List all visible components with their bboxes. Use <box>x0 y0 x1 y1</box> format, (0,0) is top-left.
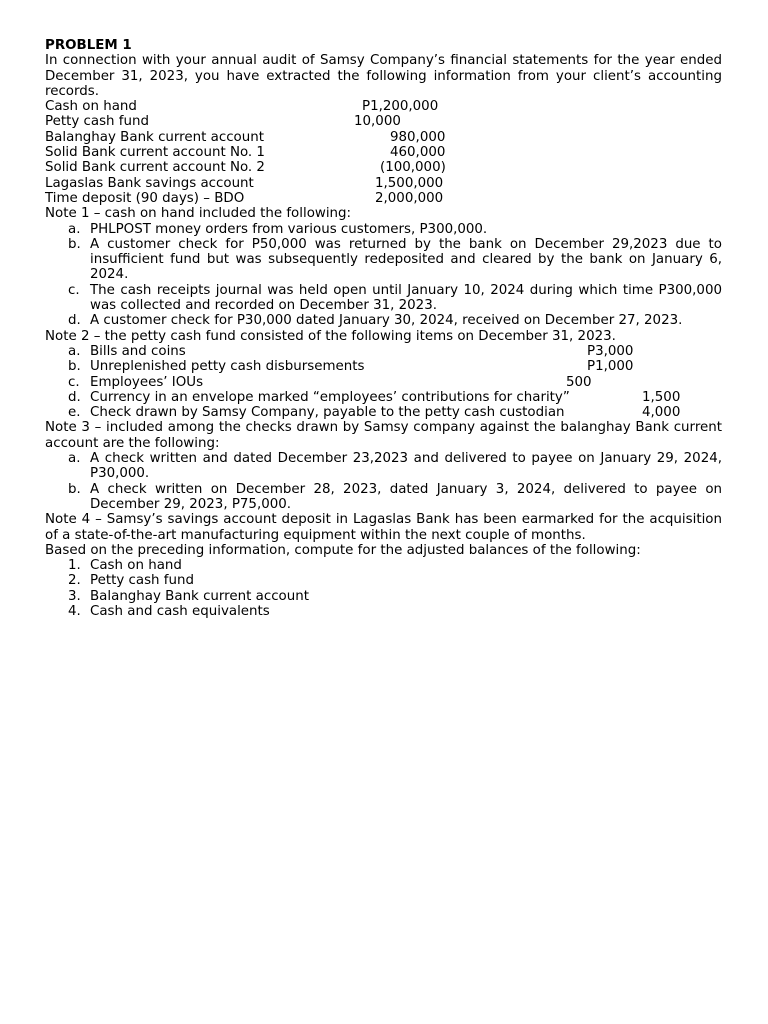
item-amount: 1,500 <box>642 389 681 405</box>
list-item <box>45 283 722 314</box>
balance-amount: 1,500,000 <box>375 175 444 191</box>
item-marker: c. <box>68 282 80 298</box>
item-text: A check written on December 28, 2023, dated January 3, 2024, delivered to payee on December 29, 2023, P75,000. <box>90 481 722 512</box>
item-marker: d. <box>68 313 81 329</box>
item-amount: P3,000 <box>587 343 634 359</box>
item-marker: d. <box>68 389 81 405</box>
balance-amount: 10,000 <box>354 114 401 130</box>
item-amount: 500 <box>566 374 592 390</box>
item-marker: 3. <box>68 588 81 604</box>
item-marker: b. <box>68 481 81 497</box>
list-item <box>45 451 722 482</box>
note-2-list <box>45 344 722 420</box>
item-text: Cash and cash equivalents <box>90 603 270 619</box>
note-3-list <box>45 451 722 512</box>
balance-amount: 2,000,000 <box>375 190 444 206</box>
list-item <box>45 375 722 390</box>
list-item <box>45 589 722 604</box>
list-item <box>45 222 722 237</box>
note-3-heading: Note 3 – included among the checks drawn by Samsy company against the balanghay Bank current account are the following: <box>45 420 722 451</box>
balance-row <box>45 99 722 114</box>
list-item <box>45 344 722 359</box>
list-item <box>45 237 722 283</box>
balance-row <box>45 145 722 160</box>
item-marker: c. <box>68 374 80 390</box>
balance-row <box>45 191 722 206</box>
note-1-list <box>45 222 722 329</box>
item-marker: e. <box>68 405 81 421</box>
item-marker: a. <box>68 451 81 467</box>
item-amount: P1,000 <box>587 359 634 375</box>
list-item <box>45 359 722 374</box>
balances-list <box>45 99 722 206</box>
item-text: A customer check for P30,000 dated January 30, 2024, received on December 27, 2023. <box>90 313 683 329</box>
item-text: Petty cash fund <box>90 573 194 589</box>
balance-label: Solid Bank current account No. 2 <box>45 160 265 176</box>
item-text: Cash on hand <box>90 558 182 574</box>
item-text: Bills and coins <box>90 343 186 359</box>
balance-label: Cash on hand <box>45 99 137 115</box>
balance-amount: (100,000) <box>380 160 446 176</box>
balance-label: Balanghay Bank current account <box>45 129 264 145</box>
item-marker: a. <box>68 343 81 359</box>
item-marker: 4. <box>68 603 81 619</box>
list-item <box>45 313 722 328</box>
note-4-paragraph: Note 4 – Samsy’s savings account deposit in Lagaslas Bank has been earmarked for the acquisition of a state-of-the-art manufacturing equipment within the next couple of months. <box>45 512 722 543</box>
item-text: Unreplenished petty cash disbursements <box>90 359 365 375</box>
item-amount: 4,000 <box>642 405 681 421</box>
balance-amount: P1,200,000 <box>362 99 439 115</box>
note-2-heading: Note 2 – the petty cash fund consisted of the following items on December 31, 2023. <box>45 328 616 344</box>
balance-row <box>45 176 722 191</box>
item-text: A check written and dated December 23,2023 and delivered to payee on January 29, 2024, P30,000. <box>90 451 722 482</box>
note-1-heading: Note 1 – cash on hand included the following: <box>45 206 352 222</box>
item-text: Check drawn by Samsy Company, payable to the petty cash custodian <box>90 405 565 421</box>
item-text: Currency in an envelope marked “employees’ contributions for charity” <box>90 389 570 405</box>
item-text: The cash receipts journal was held open until January 10, 2024 during which time P300,000 was collected and recorded on December 31, 2023. <box>90 282 722 314</box>
list-item <box>45 390 722 405</box>
problem-title: PROBLEM 1 <box>45 38 132 53</box>
problem-content <box>45 38 722 619</box>
item-marker: a. <box>68 221 81 237</box>
balance-row <box>45 130 722 145</box>
question-list <box>45 558 722 619</box>
balance-label: Petty cash fund <box>45 114 149 130</box>
balance-label: Time deposit (90 days) – BDO <box>45 190 245 206</box>
balance-amount: 980,000 <box>390 129 446 145</box>
item-text: Employees’ IOUs <box>90 374 204 390</box>
item-marker: 2. <box>68 573 81 589</box>
item-marker: 1. <box>68 558 81 574</box>
list-item <box>45 405 722 420</box>
item-marker: b. <box>68 236 81 252</box>
list-item <box>45 558 722 573</box>
question-prompt: Based on the preceding information, compute for the adjusted balances of the following: <box>45 542 641 558</box>
balance-amount: 460,000 <box>390 145 446 161</box>
item-text: Balanghay Bank current account <box>90 588 309 604</box>
balance-label: Lagaslas Bank savings account <box>45 175 254 191</box>
item-text: PHLPOST money orders from various customers, P300,000. <box>90 221 488 237</box>
balance-row <box>45 114 722 129</box>
item-marker: b. <box>68 359 81 375</box>
list-item <box>45 482 722 513</box>
intro-paragraph: In connection with your annual audit of Samsy Company’s financial statements for the year ended December 31, 2023, you have extracted the following information from your client’s accounting records. <box>45 53 722 99</box>
item-text: A customer check for P50,000 was returned by the bank on December 29,2023 due to insufficient fund but was subsequently redeposited and cleared by the bank on January 6, 2024. <box>90 236 722 283</box>
list-item <box>45 604 722 619</box>
balance-row <box>45 160 722 175</box>
balance-label: Solid Bank current account No. 1 <box>45 145 265 161</box>
list-item <box>45 573 722 588</box>
